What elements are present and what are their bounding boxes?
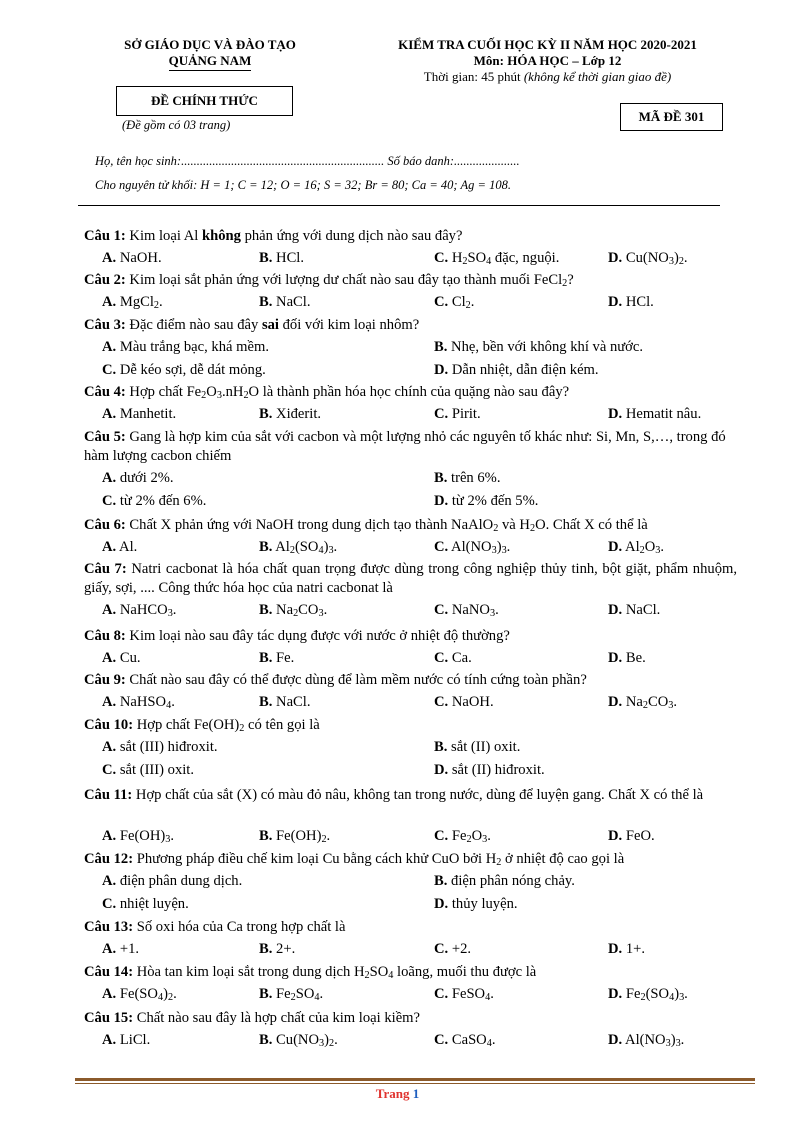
option-text: từ 2% đến 5%.	[448, 492, 539, 509]
option-text: Xiđerit.	[272, 406, 322, 422]
question-7-stem	[84, 560, 737, 598]
question-1-stem	[84, 227, 737, 246]
question-10-option-d	[434, 761, 545, 780]
question-14-option-a	[102, 985, 177, 1004]
option-text: NaNO$_3$.	[448, 602, 499, 619]
option-text: NaCl.	[622, 602, 661, 618]
question-4-option-a	[102, 405, 176, 424]
question-9-stem	[84, 671, 737, 690]
question-10-stem	[84, 716, 737, 735]
option-key: C.	[102, 761, 117, 778]
option-text: Al.	[116, 539, 138, 555]
option-text: HCl.	[272, 250, 305, 266]
option-text: $Fe(OH)_3$.	[116, 828, 175, 845]
question-1-option-a	[102, 249, 162, 268]
option-key: A.	[102, 250, 117, 266]
question-2-option-b	[259, 293, 311, 312]
question-4-option-c	[434, 405, 481, 424]
option-key: A.	[102, 828, 117, 844]
option-text: $Fe(SO_4)_2$.	[116, 986, 177, 1003]
option-text: NaOH.	[448, 694, 494, 710]
question-14-option-b	[259, 985, 323, 1004]
question-text: đối với kim loại nhôm?	[278, 317, 420, 333]
option-text: Ca.	[448, 650, 472, 666]
option-key: D.	[434, 895, 449, 912]
exam-time-note: (không kể thời gian giao đề)	[523, 69, 672, 84]
option-key: C.	[434, 294, 449, 310]
question-label: Câu 14:	[84, 964, 134, 980]
footer-rule-thick	[75, 1078, 755, 1081]
question-label: Câu 3:	[84, 317, 126, 333]
question-label: Câu 11:	[84, 787, 133, 803]
option-key: A.	[102, 986, 117, 1002]
option-key: D.	[608, 406, 623, 422]
option-key: C.	[434, 1032, 449, 1048]
question-1-option-b	[259, 249, 304, 268]
question-13-option-d	[608, 940, 645, 959]
option-key: D.	[434, 761, 449, 778]
option-text: 1+.	[622, 941, 646, 957]
option-text: $Na_2CO_3$.	[622, 694, 678, 711]
exam-title: KIỂM TRA CUỐI HỌC KỲ II NĂM HỌC 2020-2021	[398, 37, 697, 52]
question-13-option-c	[434, 940, 471, 959]
question-7-option-b	[259, 601, 327, 620]
option-key: B.	[259, 602, 273, 618]
question-6-option-a	[102, 538, 137, 557]
option-key: D.	[608, 650, 623, 666]
option-key: C.	[102, 895, 117, 912]
question-5-option-c	[102, 492, 206, 511]
question-3-option-a	[102, 338, 269, 357]
option-key: B.	[434, 339, 448, 355]
question-text: Natri cacbonat là hóa chất quan trọng được dùng trong công nghiệp thủy tinh, bột giặt, phẩm nhuộm, giấy, sợi, .... Công thức hóa học của natri cacbonat là	[84, 561, 737, 596]
option-key: B.	[259, 694, 273, 710]
question-8-stem	[84, 627, 737, 646]
question-8-option-b	[259, 649, 294, 668]
question-4-stem	[84, 383, 737, 402]
question-11-option-a	[102, 827, 174, 846]
option-text: điện phân nóng chảy.	[447, 873, 575, 889]
option-key: C.	[434, 539, 449, 555]
question-5-option-d	[434, 492, 538, 511]
option-key: B.	[259, 1032, 273, 1048]
question-label: Câu 6:	[84, 517, 126, 533]
option-key: B.	[259, 294, 273, 310]
question-11-option-d	[608, 827, 655, 846]
question-label: Câu 2:	[84, 272, 126, 288]
option-text: thủy luyện.	[448, 895, 518, 912]
question-text: Hòa tan kim loại sắt trong dung dịch $H_2SO_4$ loãng, muối thu được là	[133, 964, 537, 981]
option-text: NaHSO$_4$.	[116, 694, 175, 711]
question-label: Câu 7:	[84, 561, 127, 577]
option-text: Màu trắng bạc, khá mềm.	[116, 339, 269, 355]
question-7-option-d	[608, 601, 660, 620]
option-text: CaSO$_4$.	[448, 1032, 496, 1049]
option-key: B.	[259, 828, 273, 844]
question-10-option-b	[434, 738, 520, 757]
question-5-stem	[84, 428, 737, 466]
option-key: B.	[259, 941, 273, 957]
option-text: NaHCO$_3$.	[116, 602, 177, 619]
department-name: SỞ GIÁO DỤC VÀ ĐÀO TẠO	[124, 37, 296, 52]
option-key: A.	[102, 694, 117, 710]
question-12-stem	[84, 850, 737, 869]
option-key: D.	[608, 986, 623, 1002]
page-word: Trang	[375, 1086, 410, 1101]
question-15-stem	[84, 1009, 737, 1028]
question-11-option-b	[259, 827, 330, 846]
footer-rule-thin	[75, 1083, 755, 1084]
option-text: HCl.	[622, 294, 654, 310]
question-label: Câu 10:	[84, 717, 134, 733]
question-9-option-d	[608, 693, 677, 712]
question-1-option-c	[434, 249, 559, 268]
option-text: Fe.	[272, 650, 295, 666]
option-key: D.	[608, 602, 623, 618]
exam-time-prefix: Thời gian: 45 phút	[423, 69, 524, 84]
option-key: C.	[102, 361, 117, 378]
option-text: từ 2% đến 6%.	[116, 492, 207, 509]
option-text: $Al(NO_3)_3$.	[448, 539, 511, 556]
option-key: B.	[259, 539, 273, 555]
option-key: B.	[434, 470, 448, 486]
option-key: A.	[102, 294, 117, 310]
question-11-option-c	[434, 827, 491, 846]
option-key: A.	[102, 1032, 117, 1048]
question-15-option-b	[259, 1031, 338, 1050]
question-label: Câu 15:	[84, 1010, 134, 1026]
question-14-stem	[84, 963, 737, 982]
option-text: Pirit.	[448, 406, 481, 422]
option-key: A.	[102, 739, 117, 755]
question-3-stem	[84, 316, 737, 335]
option-text: +2.	[448, 941, 472, 957]
option-text: sắt (III) hiđroxit.	[116, 739, 218, 755]
option-text: $Cu(NO_3)_2$.	[622, 250, 688, 267]
question-label: Câu 8:	[84, 628, 126, 644]
option-text: 2+.	[272, 941, 296, 957]
option-text: $Al_2(SO_4)_3$.	[272, 539, 338, 556]
option-text: sắt (II) oxit.	[447, 739, 521, 755]
question-keyword: sai	[261, 317, 279, 333]
question-text: Hợp chất $Fe_2O_3.nH_2O$ là thành phần hóa học chính của quặng nào sau đây?	[125, 384, 570, 401]
page-number	[0, 1086, 795, 1102]
question-text: Kim loại sắt phản ứng với lượng dư chất nào sau đây tạo thành muối FeCl$_2$?	[125, 272, 574, 289]
question-9-option-c	[434, 693, 494, 712]
option-key: C.	[434, 406, 449, 422]
question-text: Chất nào sau đây có thể được dùng để làm mềm nước có tính cứng toàn phần?	[125, 672, 587, 688]
option-key: D.	[608, 941, 623, 957]
question-12-option-b	[434, 872, 575, 891]
question-7-option-a	[102, 601, 176, 620]
question-5-option-b	[434, 469, 500, 488]
question-14-option-d	[608, 985, 688, 1004]
option-text: NaCl.	[272, 694, 311, 710]
option-text: trên 6%.	[447, 470, 501, 486]
question-9-option-a	[102, 693, 175, 712]
question-keyword: không	[201, 228, 241, 244]
option-key: D.	[434, 492, 449, 509]
option-key: B.	[434, 739, 448, 755]
question-8-option-c	[434, 649, 472, 668]
question-15-option-c	[434, 1031, 495, 1050]
option-text: sắt (II) hiđroxit.	[448, 761, 545, 778]
option-key: D.	[608, 539, 623, 555]
exam-time	[355, 69, 740, 85]
student-info-line: Họ, tên học sinh:................................................................. Số báo danh:.....................	[95, 154, 520, 168]
question-label: Câu 1:	[84, 228, 126, 244]
question-3-option-b	[434, 338, 643, 357]
page-number-value: 1	[412, 1086, 420, 1101]
question-15-option-a	[102, 1031, 150, 1050]
option-text: $Fe_2(SO_4)_3$.	[622, 986, 688, 1003]
option-key: A.	[102, 873, 117, 889]
option-key: A.	[102, 650, 117, 666]
question-6-option-d	[608, 538, 664, 557]
option-text: $Fe_2SO_4$.	[272, 986, 324, 1003]
question-4-option-d	[608, 405, 701, 424]
option-key: B.	[259, 250, 273, 266]
option-key: C.	[102, 492, 117, 509]
option-text: +1.	[116, 941, 140, 957]
option-key: A.	[102, 941, 117, 957]
option-text: nhiệt luyện.	[116, 895, 189, 912]
question-label: Câu 12:	[84, 851, 134, 867]
option-text: $Fe(OH)_2$.	[272, 828, 331, 845]
option-key: D.	[434, 361, 449, 378]
question-3-option-d	[434, 361, 599, 380]
question-text: Kim loại Al	[125, 228, 202, 244]
province-name: QUẢNG NAM	[169, 53, 252, 71]
pages-note: (Đề gồm có 03 trang)	[122, 118, 231, 132]
option-text: NaOH.	[116, 250, 162, 266]
question-text: Hợp chất của sắt (X) có màu đỏ nâu, không tan trong nước, dùng để luyện gang. Chất X có thể là	[132, 787, 704, 803]
question-12-option-c	[102, 895, 189, 914]
exam-subject: Môn: HÓA HỌC – Lớp 12	[473, 53, 622, 68]
question-label: Câu 5:	[84, 429, 126, 445]
question-text: Hợp chất $Fe(OH)_2$ có tên gọi là	[133, 717, 320, 734]
question-text: Đặc điểm nào sau đây	[125, 317, 262, 333]
option-key: B.	[259, 650, 273, 666]
question-13-option-a	[102, 940, 139, 959]
question-label: Câu 4:	[84, 384, 126, 400]
question-15-option-d	[608, 1031, 684, 1050]
option-key: C.	[434, 941, 449, 957]
option-key: C.	[434, 694, 449, 710]
option-key: B.	[434, 873, 448, 889]
question-12-option-a	[102, 872, 242, 891]
option-text: $Fe_2O_3$.	[448, 828, 491, 845]
exam-header	[355, 37, 740, 85]
option-key: C.	[434, 602, 449, 618]
question-text: Gang là hợp kim của sắt với cacbon và một lượng nhỏ các nguyên tố khác như: Si, Mn, S,…, trong đó hàm lượng cacbon chiếm	[84, 429, 726, 464]
option-key: D.	[608, 250, 623, 266]
exam-code-box: MÃ ĐỀ 301	[620, 103, 723, 131]
question-9-option-b	[259, 693, 311, 712]
option-key: D.	[608, 294, 623, 310]
question-2-option-d	[608, 293, 654, 312]
option-text: sắt (III) oxit.	[116, 761, 195, 778]
question-text: phản ứng với dung dịch nào sau đây?	[240, 228, 463, 244]
question-6-option-b	[259, 538, 337, 557]
question-3-option-c	[102, 361, 266, 380]
question-14-option-c	[434, 985, 494, 1004]
atomic-masses-line: Cho nguyên tử khối: H = 1; C = 12; O = 16; S = 32; Br = 80; Ca = 40; Ag = 108.	[95, 178, 511, 192]
option-text: $Cl_2$.	[448, 294, 475, 311]
question-8-option-a	[102, 649, 141, 668]
option-key: C.	[434, 828, 449, 844]
question-2-option-c	[434, 293, 474, 312]
option-text: Dễ kéo sợi, dễ dát mỏng.	[116, 361, 266, 378]
question-5-option-a	[102, 469, 174, 488]
question-13-stem	[84, 918, 737, 937]
question-text: Số oxi hóa của Ca trong hợp chất là	[133, 919, 346, 935]
option-key: B.	[259, 986, 273, 1002]
option-key: B.	[259, 406, 273, 422]
option-key: A.	[102, 406, 117, 422]
option-text: FeSO$_4$.	[448, 986, 494, 1003]
question-2-option-a	[102, 293, 163, 312]
option-text: $Cu(NO_3)_2$.	[272, 1032, 338, 1049]
question-1-option-d	[608, 249, 688, 268]
question-label: Câu 13:	[84, 919, 134, 935]
option-text: $H_2SO_4$ đặc, nguội.	[448, 250, 560, 267]
question-7-option-c	[434, 601, 499, 620]
option-text: dưới 2%.	[116, 470, 174, 486]
option-key: D.	[608, 828, 623, 844]
question-4-option-b	[259, 405, 321, 424]
question-6-option-c	[434, 538, 510, 557]
question-label: Câu 9:	[84, 672, 126, 688]
option-key: A.	[102, 339, 117, 355]
question-11-stem	[84, 786, 737, 805]
option-key: C.	[434, 986, 449, 1002]
option-text: Dẫn nhiệt, dẫn điện kém.	[448, 361, 599, 378]
option-text: MgCl$_2$.	[116, 294, 163, 311]
header-divider	[78, 205, 720, 206]
option-text: Manhetit.	[116, 406, 177, 422]
question-text: Kim loại nào sau đây tác dụng được với nước ở nhiệt độ thường?	[125, 628, 510, 644]
option-text: $Al_2O_3$.	[622, 539, 665, 556]
question-2-stem	[84, 271, 737, 290]
option-key: A.	[102, 539, 117, 555]
option-key: D.	[608, 1032, 623, 1048]
department-header	[100, 37, 320, 71]
option-text: Cu.	[116, 650, 141, 666]
question-6-stem	[84, 516, 737, 535]
option-text: $Na_2CO_3$.	[272, 602, 328, 619]
question-13-option-b	[259, 940, 295, 959]
question-text: Phương pháp điều chế kim loại Cu bằng cách khử CuO bởi $H_2$ ở nhiệt độ cao gọi là	[133, 851, 625, 868]
option-text: Be.	[622, 650, 646, 666]
option-text: NaCl.	[272, 294, 311, 310]
option-text: $Al(NO_3)_3$.	[622, 1032, 685, 1049]
question-8-option-d	[608, 649, 646, 668]
option-key: D.	[608, 694, 623, 710]
option-text: Hematit nâu.	[622, 406, 702, 422]
option-text: điện phân dung dịch.	[116, 873, 243, 889]
option-text: Nhẹ, bền với không khí và nước.	[447, 339, 643, 355]
question-10-option-a	[102, 738, 218, 757]
question-12-option-d	[434, 895, 518, 914]
option-key: C.	[434, 250, 449, 266]
option-key: C.	[434, 650, 449, 666]
question-10-option-c	[102, 761, 194, 780]
option-key: A.	[102, 602, 117, 618]
option-text: FeO.	[622, 828, 655, 844]
question-text: Chất X phản ứng với NaOH trong dung dịch tạo thành NaAlO$_2$ và $H_2O$. Chất X có thể là	[125, 517, 648, 534]
option-text: LiCl.	[116, 1032, 151, 1048]
question-text: Chất nào sau đây là hợp chất của kim loại kiềm?	[133, 1010, 420, 1026]
option-key: A.	[102, 470, 117, 486]
official-label-box: ĐỀ CHÍNH THỨC	[116, 86, 293, 116]
